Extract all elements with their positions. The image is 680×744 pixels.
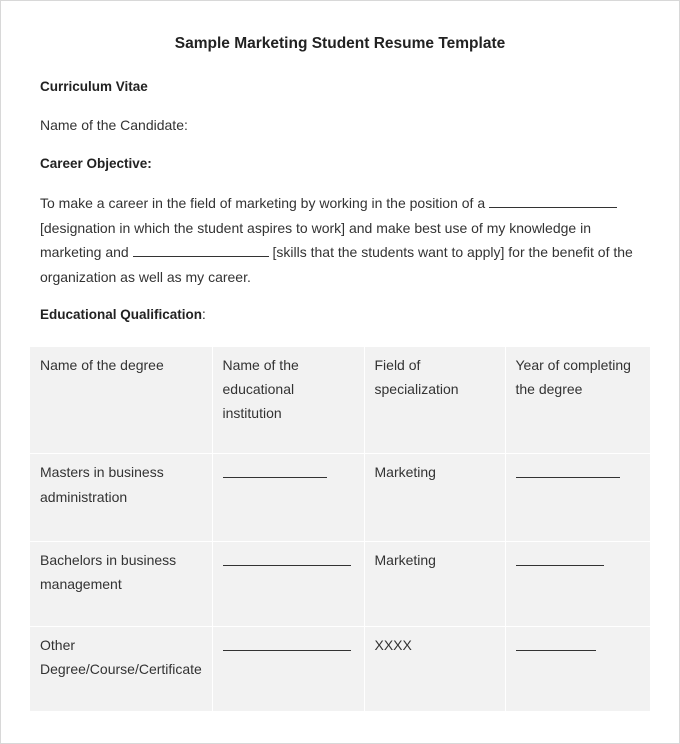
objective-text-part3: [skills that the students want to apply] for the benefit of the organization as well as my career. bbox=[40, 244, 633, 285]
year-cell bbox=[505, 627, 650, 712]
institution-blank-line bbox=[223, 548, 351, 566]
field-cell: Marketing bbox=[364, 542, 505, 627]
year-blank-line bbox=[516, 548, 604, 566]
institution-cell bbox=[212, 542, 364, 627]
field-cell: XXXX bbox=[364, 627, 505, 712]
year-blank-line bbox=[516, 460, 620, 478]
column-header-field: Field of specialization bbox=[364, 347, 505, 454]
position-blank bbox=[489, 193, 617, 208]
degree-cell: Masters in business administration bbox=[30, 454, 212, 542]
year-cell bbox=[505, 542, 650, 627]
table-row bbox=[30, 454, 650, 542]
education-table bbox=[30, 347, 650, 711]
document-title: Sample Marketing Student Resume Template bbox=[174, 35, 506, 52]
education-heading bbox=[40, 307, 206, 322]
table-header-row bbox=[30, 347, 650, 454]
institution-cell bbox=[212, 627, 364, 712]
year-blank-line bbox=[516, 633, 596, 651]
institution-blank-line bbox=[223, 460, 327, 478]
education-heading-text: Educational Qualification bbox=[40, 307, 203, 322]
institution-blank-line bbox=[223, 633, 351, 651]
skills-blank bbox=[133, 242, 269, 257]
column-header-degree: Name of the degree bbox=[30, 347, 212, 454]
education-heading-colon: : bbox=[202, 307, 206, 322]
table-row bbox=[30, 542, 650, 627]
column-header-year: Year of completing the degree bbox=[505, 347, 650, 454]
degree-cell: Other Degree/Course/Certificate bbox=[30, 627, 212, 712]
institution-cell bbox=[212, 454, 364, 542]
degree-cell: Bachelors in business management bbox=[30, 542, 212, 627]
objective-text-part1: To make a career in the field of marketing by working in the position of a bbox=[40, 195, 486, 211]
column-header-institution: Name of the educational institution bbox=[212, 347, 364, 454]
career-objective-heading: Career Objective: bbox=[40, 156, 152, 171]
objective-text-part2: [designation in which the student aspires to work] and make best use of my knowledge in marketing and bbox=[40, 219, 591, 260]
cv-heading: Curriculum Vitae bbox=[40, 79, 148, 94]
table-row bbox=[30, 627, 650, 712]
candidate-name-label: Name of the Candidate: bbox=[40, 117, 188, 133]
field-cell: Marketing bbox=[364, 454, 505, 542]
career-objective-paragraph bbox=[40, 191, 640, 289]
year-cell bbox=[505, 454, 650, 542]
